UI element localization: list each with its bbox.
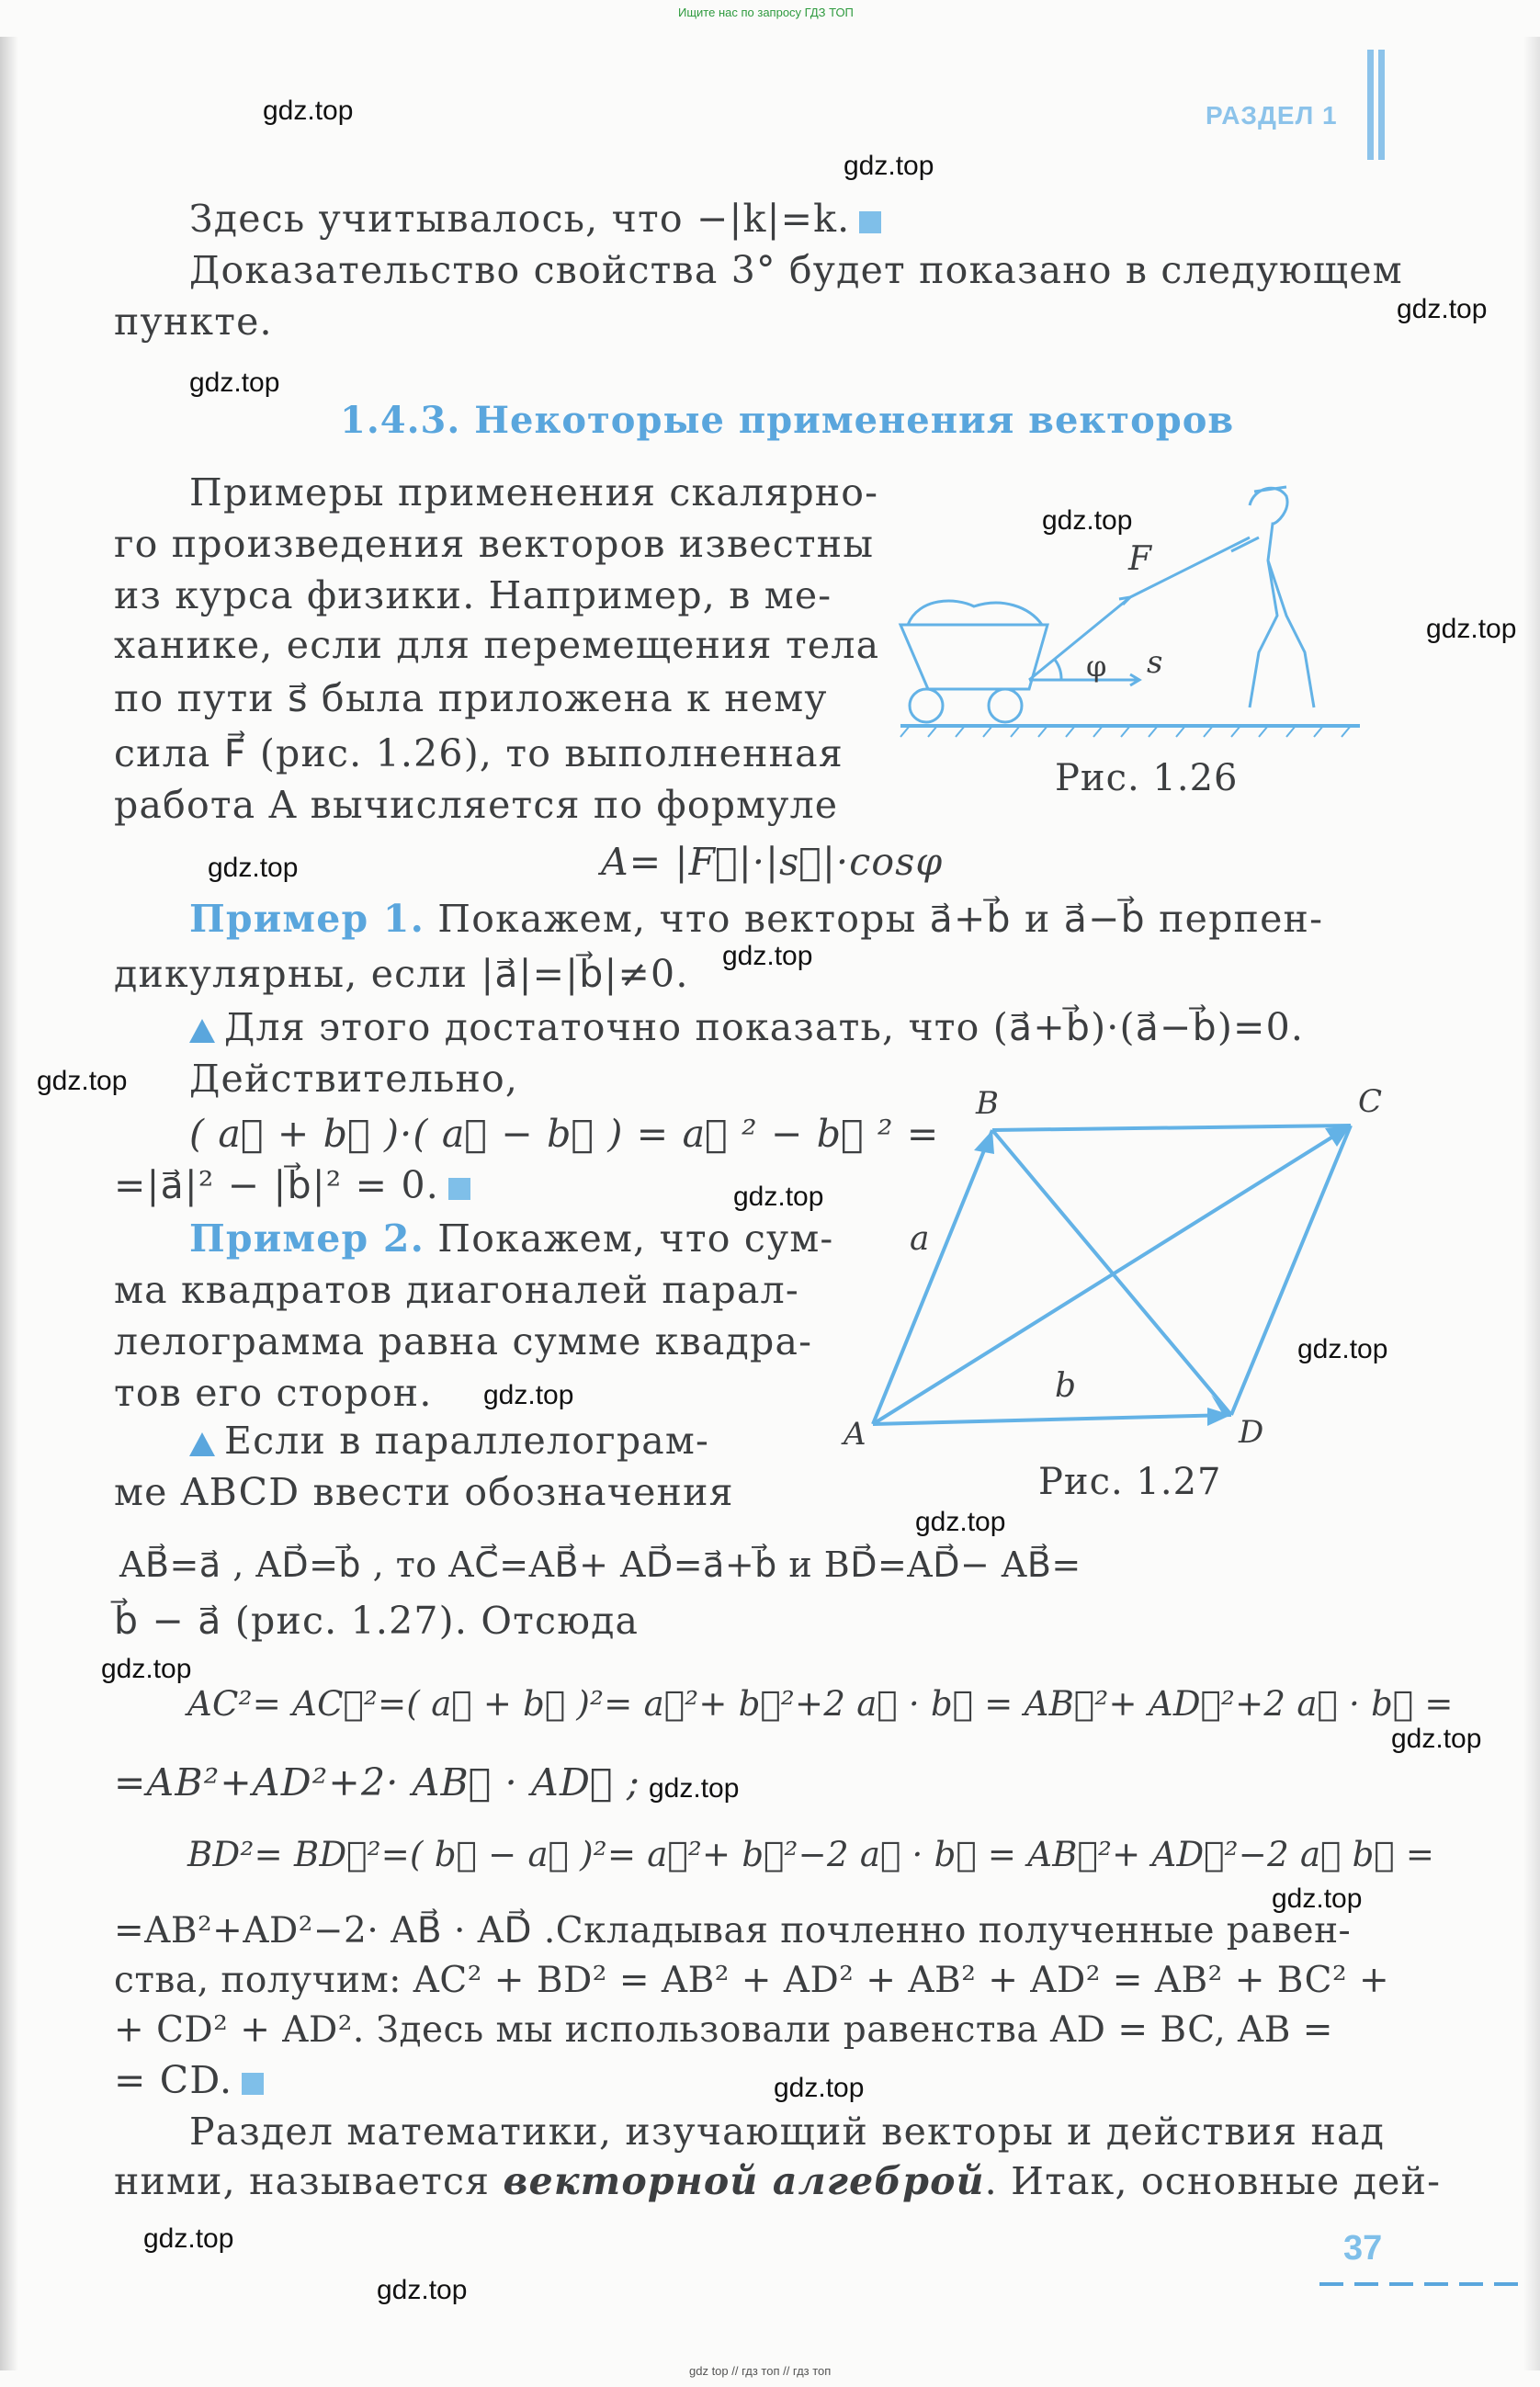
proof-start-mark (189, 1019, 215, 1043)
text-line: ( a⃗ + b⃗ )·( a⃗ − b⃗ ) = a⃗ ² − b⃗ ² = (189, 1112, 940, 1156)
term-vector-algebra: векторной алгеброй (503, 2159, 985, 2203)
vector-a-label: a (910, 1220, 930, 1258)
watermark: gdz.top (208, 853, 299, 883)
watermark: gdz.top (189, 368, 280, 398)
figure-1-26 (882, 469, 1378, 744)
text-line: ними, называется векторной алгеброй. Итак, основные дей- (114, 2159, 1442, 2203)
watermark: gdz.top (37, 1066, 128, 1096)
watermark: gdz.top (649, 1773, 740, 1804)
watermark: gdz.top (101, 1654, 192, 1684)
text-line: = CD. (114, 2062, 264, 2099)
watermark: gdz.top (1397, 294, 1488, 324)
watermark: gdz.top (377, 2275, 468, 2305)
end-of-proof-mark (448, 1178, 470, 1200)
side-AD (873, 1415, 1231, 1424)
footer-dash (1459, 2282, 1483, 2286)
section-heading: 1.4.3. Некоторые применения векторов (340, 399, 1235, 442)
label-s: s (1147, 644, 1163, 681)
text-line: сила F⃗ (рис. 1.26), то выполненная (114, 731, 844, 775)
watermark: gdz.top (1042, 505, 1133, 536)
section-label: РАЗДЕЛ 1 (1206, 101, 1338, 130)
text-line: Примеры применения скалярно- (189, 470, 879, 515)
example-2-label: Пример 2. (189, 1216, 425, 1261)
man-figure (1231, 487, 1314, 707)
diagonal-BD (992, 1130, 1231, 1415)
watermark: gdz.top (1272, 1884, 1363, 1914)
vertex-B: B (976, 1085, 999, 1122)
text-line: Пример 1. Покажем, что векторы a⃗+b⃗ и a⃗−b⃗ перпен- (189, 897, 1324, 941)
vertex-D: D (1239, 1414, 1264, 1451)
cart-body (900, 625, 1047, 689)
text-line: лелограмма равна сумме квадра- (114, 1319, 813, 1363)
text-line: Действительно, (189, 1057, 519, 1101)
text-line: дикулярны, если |a⃗|=|b⃗|≠0. (114, 952, 689, 996)
footer-dash (1389, 2282, 1413, 2286)
text-line: + CD² + AD². Здесь мы использовали равенства AD = BC, AB = (114, 2009, 1333, 2051)
footer-dash (1424, 2282, 1448, 2286)
watermark: gdz.top (722, 941, 813, 971)
figure-1-27 (836, 1084, 1387, 1470)
figure-1-26-caption: Рис. 1.26 (1055, 757, 1239, 799)
vector-b-label: b (1055, 1367, 1077, 1405)
footer-dash (1494, 2282, 1518, 2286)
footer-dash (1319, 2282, 1343, 2286)
top-notice: Ищите нас по запросу ГДЗ ТОП (678, 6, 854, 19)
text-line: ме ABCD ввести обозначения (114, 1470, 734, 1514)
text-line: ханике, если для перемещения тела (114, 623, 880, 667)
header-bar-2 (1378, 50, 1385, 160)
text-line: ства, получим: AC² + BD² = AB² + AD² + AB² + AD² = AB² + BC² + (114, 1960, 1390, 2001)
text-line: Для этого достаточно показать, что (a⃗+b⃗)·(a⃗−b⃗)=0. (189, 1009, 1304, 1046)
example-1-label: Пример 1. (189, 897, 425, 941)
figure-1-27-caption: Рис. 1.27 (1038, 1461, 1222, 1503)
text-line: b⃗ − a⃗ (рис. 1.27). Отсюда (114, 1599, 640, 1643)
vertex-A: A (844, 1416, 866, 1453)
footer-notice: gdz top // гдз топ // гдз топ (689, 2364, 832, 2378)
label-phi: φ (1086, 649, 1107, 684)
vertex-C: C (1358, 1084, 1383, 1120)
footer-dash (1354, 2282, 1378, 2286)
watermark: gdz.top (733, 1182, 824, 1212)
text-line: =|a⃗|² − |b⃗|² = 0. (114, 1167, 470, 1205)
side-CD (1231, 1126, 1351, 1415)
page-number: 37 (1343, 2229, 1383, 2268)
watermark: gdz.top (263, 96, 354, 126)
watermark: gdz.top (1391, 1724, 1482, 1754)
watermark: gdz.top (483, 1380, 574, 1410)
label-F: F (1128, 540, 1151, 578)
end-of-proof-mark (859, 211, 881, 233)
header-bar-1 (1367, 50, 1374, 160)
end-of-proof-mark (242, 2073, 264, 2095)
text-line: AC²= AC⃗²=( a⃗ + b⃗ )²= a⃗²+ b⃗²+2 a⃗ · b⃗ = AB⃗²+ AD⃗²+2 a⃗ · b⃗ = (187, 1684, 1454, 1724)
text-line: работа A вычисляется по формуле (114, 783, 839, 827)
watermark: gdz.top (844, 151, 934, 181)
text-line: тов его сторон. (114, 1371, 433, 1415)
text-line: Пример 2. Покажем, что сум- (189, 1216, 834, 1261)
text-line: =AB²+AD²+2· AB⃗ · AD⃗ ; (114, 1760, 640, 1804)
text-line: Если в параллелограм- (189, 1422, 709, 1460)
cart-load (908, 601, 1042, 625)
side-BC (992, 1126, 1351, 1130)
angle-arc (1055, 660, 1061, 680)
watermark: gdz.top (774, 2073, 865, 2103)
text-line: Доказательство свойства 3° будет показано в следующем (189, 248, 1403, 292)
cart-wheel (989, 689, 1022, 722)
text-line: по пути s⃗ была приложена к нему (114, 676, 828, 720)
watermark: gdz.top (1297, 1334, 1388, 1364)
side-AB (873, 1130, 992, 1424)
cart-wheel (910, 689, 943, 722)
formula-work: A= |F⃗|·|s⃗|·cosφ (601, 840, 944, 884)
text-line: AB⃗=a⃗ , AD⃗=b⃗ , то AC⃗=AB⃗+ AD⃗=a⃗+b⃗ и BD⃗=AD⃗− AB⃗= (119, 1544, 1081, 1585)
right-page-edge (1523, 37, 1540, 2370)
text-line: пункте. (114, 300, 273, 344)
text-line: из курса физики. Например, в ме- (114, 573, 832, 617)
text-line: BD²= BD⃗²=( b⃗ − a⃗ )²= a⃗²+ b⃗²−2 a⃗ · b⃗ = AB⃗²+ AD⃗²−2 a⃗ b⃗ = (187, 1835, 1435, 1874)
text-line: Здесь учитывалось, что −|k|=k. (189, 200, 881, 238)
proof-start-mark (189, 1432, 215, 1456)
left-page-edge (0, 37, 18, 2370)
watermark: gdz.top (143, 2223, 234, 2254)
text-line: Раздел математики, изучающий векторы и действия над (189, 2110, 1386, 2154)
watermark: gdz.top (1426, 614, 1517, 644)
arrow-head (974, 1130, 994, 1154)
watermark: gdz.top (915, 1507, 1006, 1537)
text-line: го произведения векторов известны (114, 522, 875, 566)
text-line: ма квадратов диагоналей парал- (114, 1268, 799, 1312)
text-line: =AB²+AD²−2· AB⃗ · AD⃗ .Складывая почленно полученные равен- (114, 1910, 1352, 1951)
